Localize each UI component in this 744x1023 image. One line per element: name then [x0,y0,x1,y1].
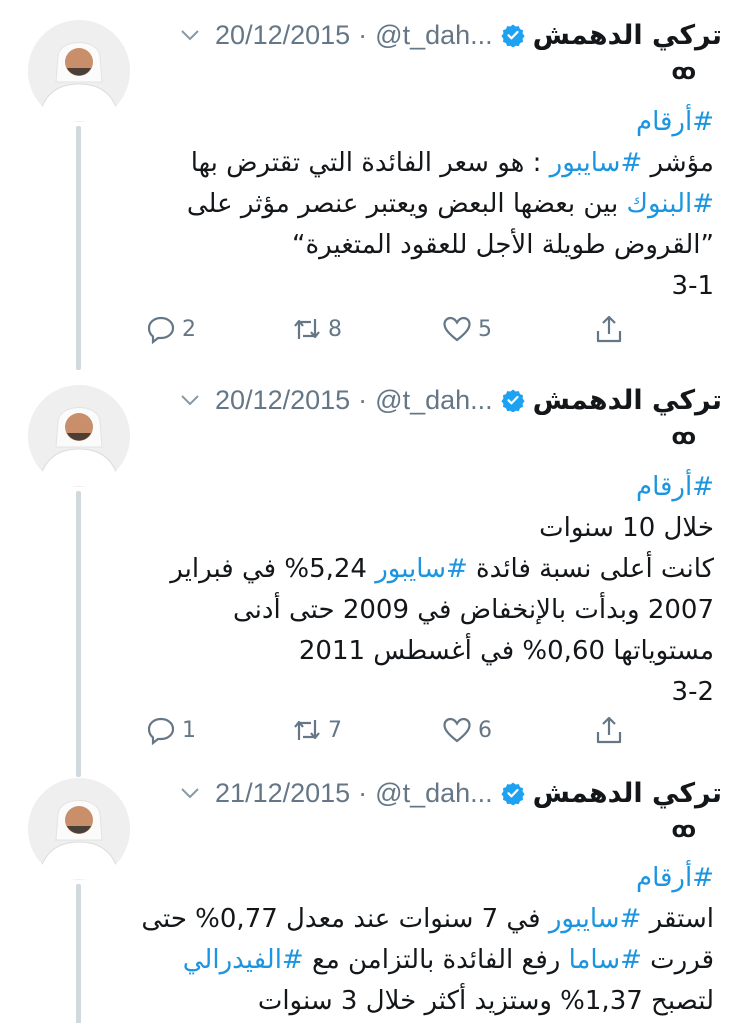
tweet-text [140,858,714,1022]
chevron-down-icon[interactable] [179,24,201,46]
meta-separator: · [358,384,368,415]
thread-icon: ꝏ [671,60,694,85]
text-segment: مستوياتها 0,60% في أغسطس 2011 [298,636,714,666]
tweet-3[interactable] [0,758,744,1023]
text-segment: : هو سعر الفائدة التي تقترض بها [190,148,550,178]
tweet-text-line [140,266,714,307]
tweet-text-line [140,590,714,631]
tweet-text-line [140,143,714,184]
tweet-text [140,467,714,713]
tweet-text-line [140,549,714,590]
tweet-header [140,18,722,52]
tweet-actions [140,314,714,350]
tweet-text-line [140,508,714,549]
text-segment: 3-1 [671,271,714,301]
reply-icon [146,314,176,344]
heart-icon [442,314,472,344]
chevron-down-icon[interactable] [179,782,201,804]
retweet-count: 7 [328,717,342,743]
text-segment: خلال 10 سنوات [539,513,714,543]
like-count: 6 [478,717,492,743]
text-segment: 3-2 [671,677,714,707]
hashtag-link[interactable]: #أرقام [635,863,714,893]
reply-button[interactable] [146,715,196,745]
tweet-text-line [140,899,714,940]
thread-icon: ꝏ [671,818,694,843]
tweet-date[interactable]: 20/12/2015 [215,384,351,415]
tweet-text-line [140,184,714,225]
chevron-down-icon[interactable] [179,389,201,411]
meta-separator: · [358,19,368,50]
text-segment: لتصبح 1,37% وستزيد أكثر خلال 3 سنوات [257,986,714,1016]
tweet-text-line [140,631,714,672]
verified-badge-icon [501,781,525,805]
hashtag-link[interactable]: #سايبور [549,148,643,178]
like-button[interactable] [442,715,492,745]
avatar[interactable] [28,385,130,487]
tweet-text-line [140,858,714,899]
avatar[interactable] [28,778,130,880]
tweet-text-line [140,467,714,508]
text-segment: في 7 سنوات عند معدل 0,77% حتى [141,904,549,934]
tweet-text [140,102,714,307]
thread-connector [76,491,81,777]
retweet-icon [292,314,322,344]
retweet-button[interactable] [292,314,342,344]
tweet-1[interactable] [0,0,744,370]
text-segment: ”القروض طويلة الأجل للعقود المتغيرة“ [292,230,714,260]
share-button[interactable] [594,715,624,745]
thread-icon: ꝏ [671,425,694,450]
tweet-text-line [140,672,714,713]
like-button[interactable] [442,314,492,344]
author-handle[interactable]: @t_dah... [375,777,493,808]
author-name[interactable]: تركي الدهمش [532,384,722,416]
reply-button[interactable] [146,314,196,344]
share-icon [594,715,624,745]
tweet-date[interactable]: 21/12/2015 [215,777,351,808]
hashtag-link[interactable]: #أرقام [635,472,714,502]
tweet-text-line [140,981,714,1022]
retweet-button[interactable] [292,715,342,745]
author-name[interactable]: تركي الدهمش [532,777,722,809]
thread-connector [76,884,81,1023]
author-handle[interactable]: @t_dah... [375,19,493,50]
hashtag-link[interactable]: #البنوك [626,189,714,219]
text-segment: مؤشر [642,148,714,178]
tweet-text-line [140,102,714,143]
reply-count: 2 [182,316,196,342]
tweet-text-line [140,225,714,266]
text-segment: رفع الفائدة بالتزامن مع [303,945,569,975]
tweet-2[interactable] [0,365,744,770]
share-icon [594,314,624,344]
text-segment: 2007 وبدأت بالإنخفاض في 2009 حتى أدنى [233,595,714,625]
text-segment: استقر [641,904,714,934]
tweet-header [140,776,722,810]
hashtag-link[interactable]: #أرقام [635,107,714,137]
verified-badge-icon [501,23,525,47]
hashtag-link[interactable]: #سايبور [548,904,642,934]
hashtag-link[interactable]: #الفيدرالي [182,945,304,975]
avatar[interactable] [28,20,130,122]
share-button[interactable] [594,314,624,344]
meta-separator: · [358,777,368,808]
hashtag-link[interactable]: #سايبور [375,554,468,584]
text-segment: قررت [641,945,714,975]
text-segment: بين بعضها البعض ويعتبر عنصر مؤثر على [186,189,627,219]
tweet-date[interactable]: 20/12/2015 [215,19,351,50]
author-handle[interactable]: @t_dah... [375,384,493,415]
text-segment: 5,24% في فبراير [170,554,376,584]
verified-badge-icon [501,388,525,412]
reply-icon [146,715,176,745]
retweet-count: 8 [328,316,342,342]
reply-count: 1 [182,717,196,743]
hashtag-link[interactable]: #ساما [568,945,642,975]
author-name[interactable]: تركي الدهمش [532,19,722,51]
like-count: 5 [478,316,492,342]
tweet-actions [140,715,714,751]
tweet-text-line [140,940,714,981]
retweet-icon [292,715,322,745]
heart-icon [442,715,472,745]
thread-connector [76,126,81,370]
tweet-header [140,383,722,417]
text-segment: كانت أعلى نسبة فائدة [467,554,714,584]
